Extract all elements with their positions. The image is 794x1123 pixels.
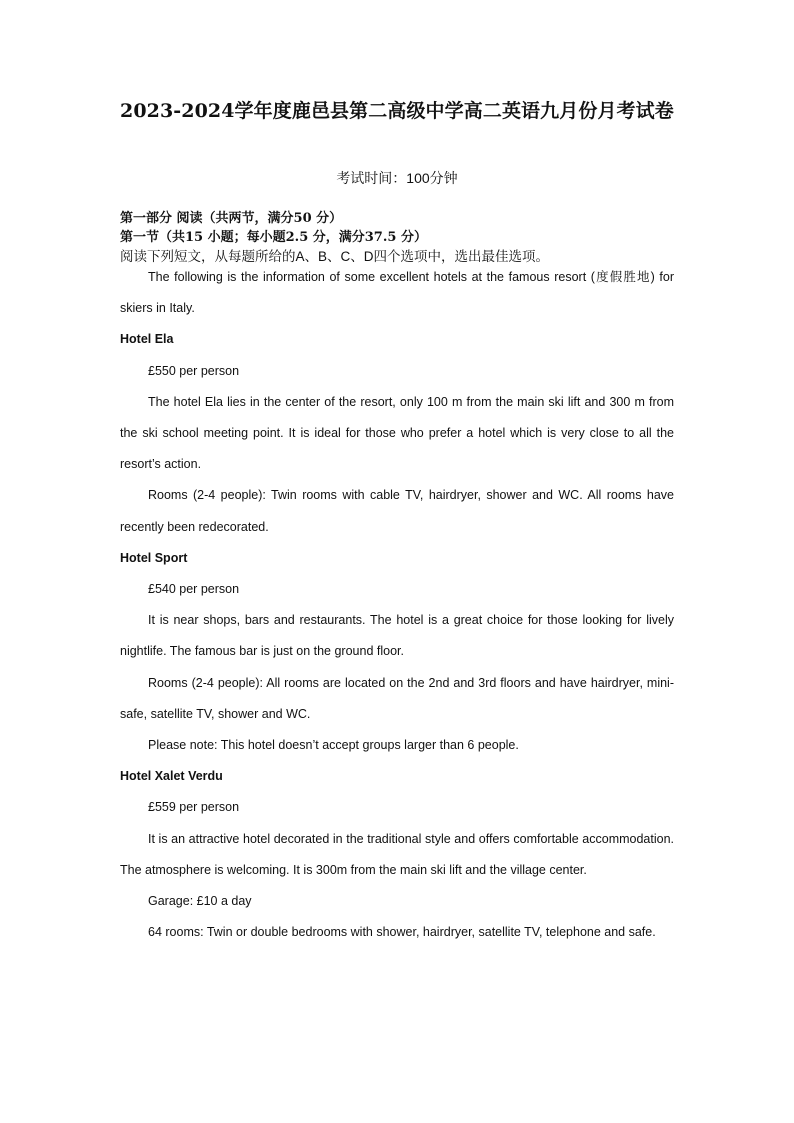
hotel-name: Hotel Ela xyxy=(120,332,174,347)
page-title: 2023-2024学年度鹿邑县第二高级中学高二英语九月份月考试卷 xyxy=(120,100,674,122)
hotel-description: The hotel Ela lies in the center of the resort, only 100 m from the main ski lift and 300 m from the ski school meeting point. It is ideal for those who prefer a hotel which is very close to all the resort’s action. xyxy=(120,394,674,472)
hotel-description: It is an attractive hotel decorated in the traditional style and offers comfortable accommodation. The atmosphere is welcoming. It is 300m from the main ski lift and the village center. xyxy=(120,831,674,877)
hotel-price: £550 per person xyxy=(148,363,240,378)
section-heading: 第一节（共15 小题；每小题2.5 分，满分37.5 分） xyxy=(120,230,427,245)
part-heading: 第一部分 阅读（共两节，满分50 分） xyxy=(120,211,343,226)
hotel-name: Hotel Xalet Verdu xyxy=(120,769,223,784)
hotel-price: £540 per person xyxy=(148,582,240,597)
hotel-note: Please note: This hotel doesn’t accept groups larger than 6 people. xyxy=(148,738,519,753)
intro-paragraph: The following is the information of some excellent hotels at the famous resort (度假胜地) for skiers in Italy. xyxy=(120,270,674,316)
hotel-rooms: 64 rooms: Twin or double bedrooms with shower, hairdryer, satellite TV, telephone and safe. xyxy=(148,925,656,940)
hotel-name: Hotel Sport xyxy=(120,550,188,565)
hotel-description: It is near shops, bars and restaurants. The hotel is a great choice for those looking for lively nightlife. The famous bar is just on the ground floor. xyxy=(120,613,674,659)
hotel-price: £559 per person xyxy=(148,800,240,815)
instruction-text: 阅读下列短文，从每题所给的A、B、C、D四个选项中，选出最佳选项。 xyxy=(120,249,550,264)
hotel-rooms: Rooms (2-4 people): All rooms are located on the 2nd and 3rd floors and have hairdryer, mini-safe, satellite TV, shower and WC. xyxy=(120,675,674,721)
hotel-garage: Garage: £10 a day xyxy=(148,894,252,909)
exam-time: 考试时间：100分钟 xyxy=(336,170,458,186)
reading-passage xyxy=(120,262,674,948)
hotel-rooms: Rooms (2-4 people): Twin rooms with cable TV, hairdryer, shower and WC. All rooms have recently been redecorated. xyxy=(120,488,674,534)
